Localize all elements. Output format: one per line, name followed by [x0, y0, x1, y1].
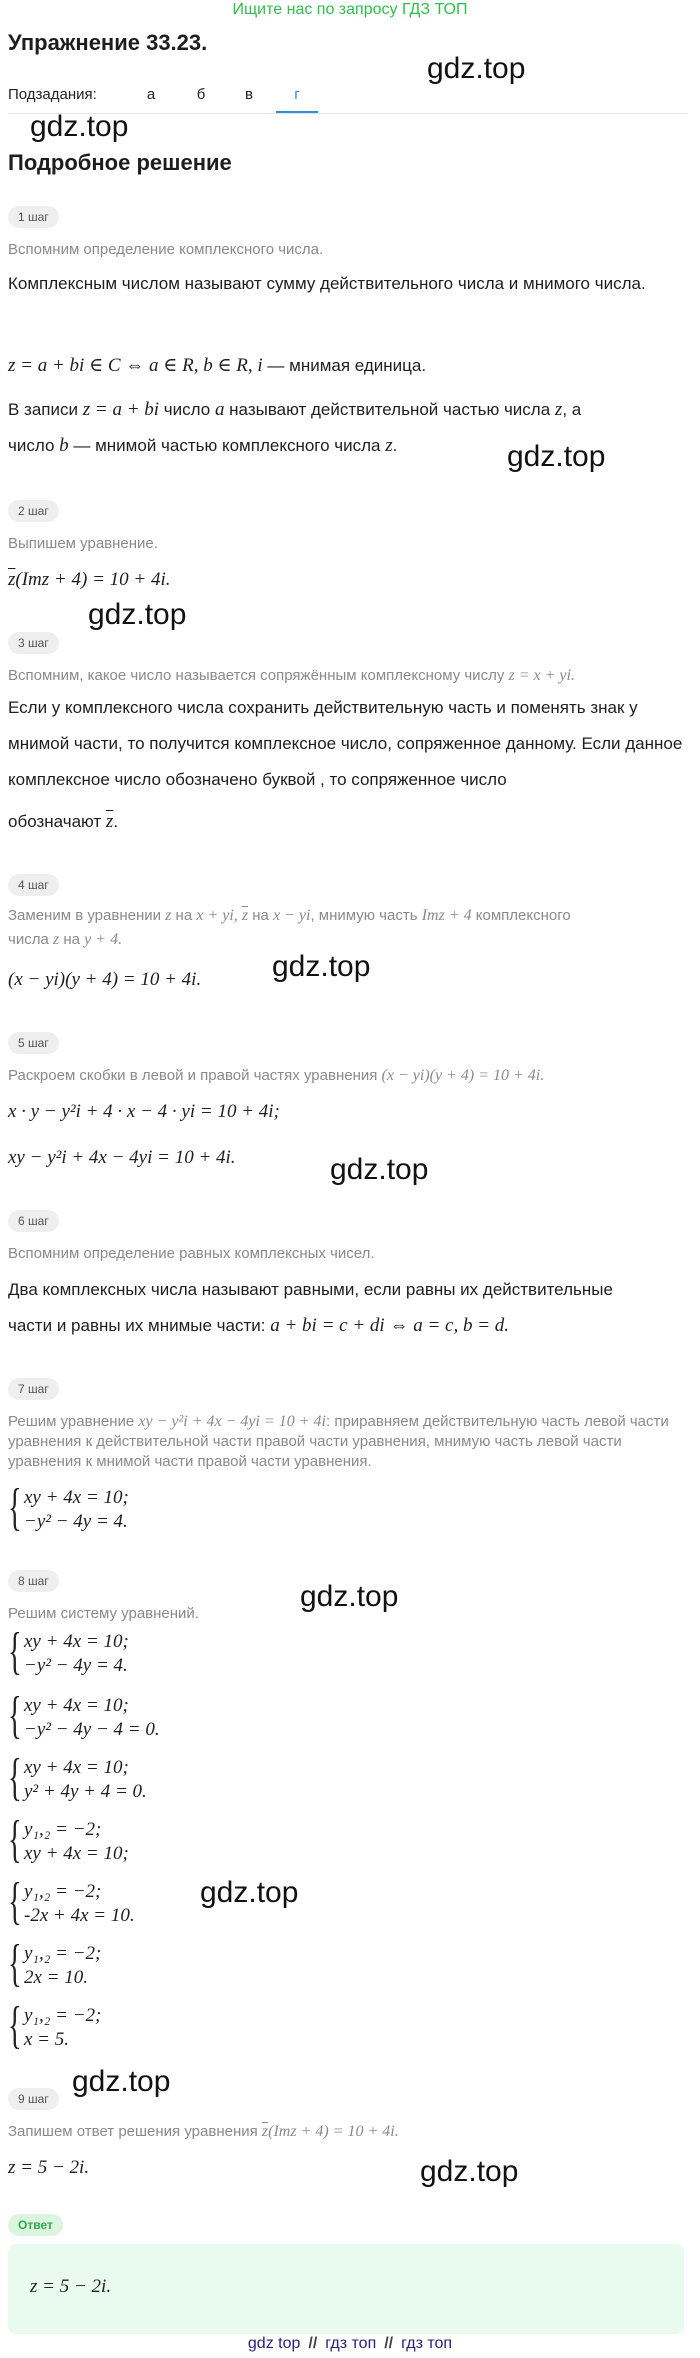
text-part: Раскроем скобки в левой и правой частях уравнения — [8, 1067, 382, 1084]
text-part: : приравняем действительную часть левой части уравнения к действительной части правой части уравнения, мнимую часть левой части уравнения к мнимой части правой части уравнения. — [8, 1413, 669, 1470]
watermark: gdz.top — [30, 110, 129, 143]
equation: −y² − 4y = 4. — [24, 1655, 128, 1676]
equation-system — [8, 1997, 102, 2054]
watermark: gdz.top — [427, 52, 526, 85]
text-part: число — [159, 400, 215, 419]
text-part: число — [8, 436, 60, 455]
text-part: числа — [8, 931, 53, 948]
equation: −y² − 4y = 4. — [24, 1511, 128, 1532]
step-text: Если у комплексного числа сохранить действительную часть и поменять знак у мнимой части, то получится комплексное число, сопряженное данному. Если данное комплексное число обозначено буквой , то сопряженное число — [8, 698, 683, 789]
formula: (Imz + 4) = 10 + 4i. — [268, 2123, 399, 2140]
text-part: . — [113, 812, 119, 831]
step-formula — [8, 1140, 693, 1176]
step-note — [8, 906, 688, 926]
equation-system — [8, 1687, 160, 1744]
formula: y + 4. — [84, 931, 123, 948]
footer-link[interactable]: гдз топ — [401, 2335, 453, 2352]
step-formula — [8, 2150, 693, 2186]
text-part: В записи — [8, 400, 83, 419]
brace-icon: { — [8, 1811, 22, 1868]
step-note: Решим систему уравнений. — [8, 1605, 199, 1622]
formula: z = x + yi. — [508, 667, 575, 684]
text-part: , мнимую часть — [310, 907, 422, 924]
text-part: Заменим в уравнении — [8, 907, 166, 924]
equation: y₁,₂ = −2; — [24, 1819, 102, 1840]
step-badge: 7 шаг — [8, 1378, 59, 1400]
step-formula — [8, 1094, 693, 1130]
formula: z — [165, 907, 172, 924]
formula: Imz + 4 — [421, 907, 472, 924]
text-part: на — [59, 931, 85, 948]
step-text — [8, 804, 693, 840]
equation: y₁,₂ = −2; — [24, 1943, 102, 1964]
formula: x · y − y²i + 4 · x − 4 · yi = 10 + 4i; — [8, 1101, 280, 1122]
equation: xy + 4x = 10; — [24, 1757, 129, 1778]
brace-icon: { — [8, 1749, 22, 1806]
text-part: , а — [562, 400, 582, 419]
brace-icon: { — [8, 1687, 22, 1744]
step-note: Вспомним определение равных комплексных чисел. — [8, 1245, 375, 1262]
formula: a — [214, 399, 225, 420]
text-part: . — [392, 436, 398, 455]
step-badge: 1 шаг — [8, 206, 59, 228]
formula: a + bi = c + di ⇔ a = c, b = d. — [270, 1315, 510, 1336]
formula: xy − y²i + 4x − 4yi = 10 + 4i — [138, 1413, 326, 1430]
formula: x − yi — [273, 907, 311, 924]
formula: z — [52, 931, 60, 948]
step-text: Комплексным числом называют сумму действительного числа и мнимого числа. — [8, 274, 646, 293]
formula: (x − yi)(y + 4) = 10 + 4i. — [381, 1067, 545, 1084]
answer-value: z = 5 − 2i. — [30, 2276, 112, 2297]
equation: -2x + 4x = 10. — [24, 1905, 135, 1926]
equation: xy + 4x = 10; — [24, 1487, 129, 1508]
step-text — [8, 428, 693, 464]
step-note — [8, 2122, 688, 2142]
equation-system — [8, 1623, 129, 1680]
watermark: gdz.top — [330, 1153, 429, 1186]
step-note: Вспомним определение комплексного числа. — [8, 241, 324, 258]
footer-link[interactable]: gdz top — [247, 2335, 301, 2352]
formula: z = a + bi ∈ C ⇔ a ∈ R, b ∈ R, i — [8, 355, 263, 376]
text-part: — мнимой частью комплексного числа — [68, 436, 386, 455]
solution-heading: Подробное решение — [8, 150, 232, 175]
step-formula — [8, 562, 693, 598]
formula: x + yi, — [196, 907, 242, 924]
equation-system — [8, 1935, 102, 1992]
formula: (Imz + 4) = 10 + 4i. — [15, 569, 171, 590]
step-note — [8, 666, 688, 686]
step-badge: 3 шаг — [8, 632, 59, 654]
footer-links — [0, 2332, 700, 2356]
step-formula — [8, 962, 693, 998]
watermark: gdz.top — [420, 2155, 519, 2188]
equation: −y² − 4y − 4 = 0. — [24, 1719, 160, 1740]
text-part: на — [171, 907, 197, 924]
brace-icon: { — [8, 1479, 22, 1536]
text-part: части и равны их мнимые части: — [8, 1316, 271, 1335]
text-part: Запишем ответ решения уравнения — [8, 2123, 262, 2140]
equation: x = 5. — [24, 2029, 70, 2050]
formula: z = a + bi — [82, 399, 160, 420]
equation-system — [8, 1749, 147, 1806]
page-title: Упражнение 33.23. — [8, 30, 208, 55]
equation-system — [8, 1811, 129, 1868]
equation-system — [8, 1479, 129, 1536]
brace-icon: { — [8, 1935, 22, 1992]
answer-label: Ответ — [8, 2214, 63, 2236]
text-part: на — [248, 907, 274, 924]
equation: xy + 4x = 10; — [24, 1695, 129, 1716]
formula: z — [554, 399, 563, 420]
tab-b[interactable]: б — [196, 86, 206, 103]
step-note — [8, 1412, 688, 1472]
step-note: Выпишем уравнение. — [8, 535, 158, 552]
tab-g[interactable]: г — [294, 86, 300, 103]
tab-v[interactable]: в — [245, 86, 253, 103]
formula: z = 5 − 2i. — [8, 2157, 90, 2178]
step-badge: 9 шаг — [8, 2088, 59, 2110]
tab-a[interactable]: а — [146, 86, 156, 103]
watermark: gdz.top — [88, 598, 187, 631]
text-part: Вспомним, какое число называется сопряжённым комплексному числу — [8, 667, 509, 684]
formula: b — [59, 435, 69, 456]
formula: $\overline{z}$ — [105, 811, 114, 832]
step-badge: 8 шаг — [8, 1570, 59, 1592]
step-note — [8, 1066, 688, 1086]
step-badge: 2 шаг — [8, 500, 59, 522]
step-note — [8, 930, 688, 950]
equation-system — [8, 1873, 135, 1930]
brace-icon: { — [8, 1623, 22, 1680]
text-part: Решим уравнение — [8, 1413, 139, 1430]
formula: z — [385, 435, 393, 456]
equation: y₁,₂ = −2; — [24, 1881, 102, 1902]
text-part: называют действительной частью числа — [224, 400, 555, 419]
step-badge: 4 шаг — [8, 874, 59, 896]
step-text: Два комплексных числа называют равными, если равны их действительные — [8, 1280, 613, 1299]
footer-link[interactable]: гдз топ — [325, 2335, 377, 2352]
watermark: gdz.top — [272, 950, 371, 983]
step-text — [8, 392, 693, 428]
step-badge: 5 шаг — [8, 1032, 59, 1054]
watermark: gdz.top — [300, 1580, 399, 1613]
equation: xy + 4x = 10; — [24, 1631, 129, 1652]
step-badge: 6 шаг — [8, 1210, 59, 1232]
footer-separator: // — [384, 2335, 394, 2352]
watermark: gdz.top — [72, 2065, 171, 2098]
watermark: gdz.top — [507, 440, 606, 473]
formula: $\overline{z}$ — [8, 569, 16, 590]
watermark: gdz.top — [200, 1876, 299, 1909]
top-banner[interactable]: Ищите нас по запросу ГДЗ ТОП — [232, 1, 468, 18]
formula: xy − y²i + 4x − 4yi = 10 + 4i. — [8, 1147, 236, 1168]
equation: y² + 4y + 4 = 0. — [24, 1781, 147, 1802]
formula: (x − yi)(y + 4) = 10 + 4i. — [8, 969, 202, 990]
text-part: обозначают — [8, 812, 106, 831]
brace-icon: { — [8, 1873, 22, 1930]
equation: xy + 4x = 10; — [24, 1843, 129, 1864]
equation: y₁,₂ = −2; — [24, 2005, 102, 2026]
footer-separator: // — [308, 2335, 318, 2352]
active-tab-indicator — [276, 111, 318, 113]
equation: 2x = 10. — [24, 1967, 89, 1988]
step-formula — [8, 348, 693, 384]
subtasks-label: Подзадания: — [8, 86, 97, 103]
formula-tail: — мнимая единица. — [262, 356, 427, 375]
brace-icon: { — [8, 1997, 22, 2054]
formula: $\overline{z}$ — [241, 907, 249, 924]
step-text — [8, 1308, 693, 1344]
formula: $\overline{z}$ — [261, 2123, 269, 2140]
text-part: комплексного — [471, 907, 571, 924]
